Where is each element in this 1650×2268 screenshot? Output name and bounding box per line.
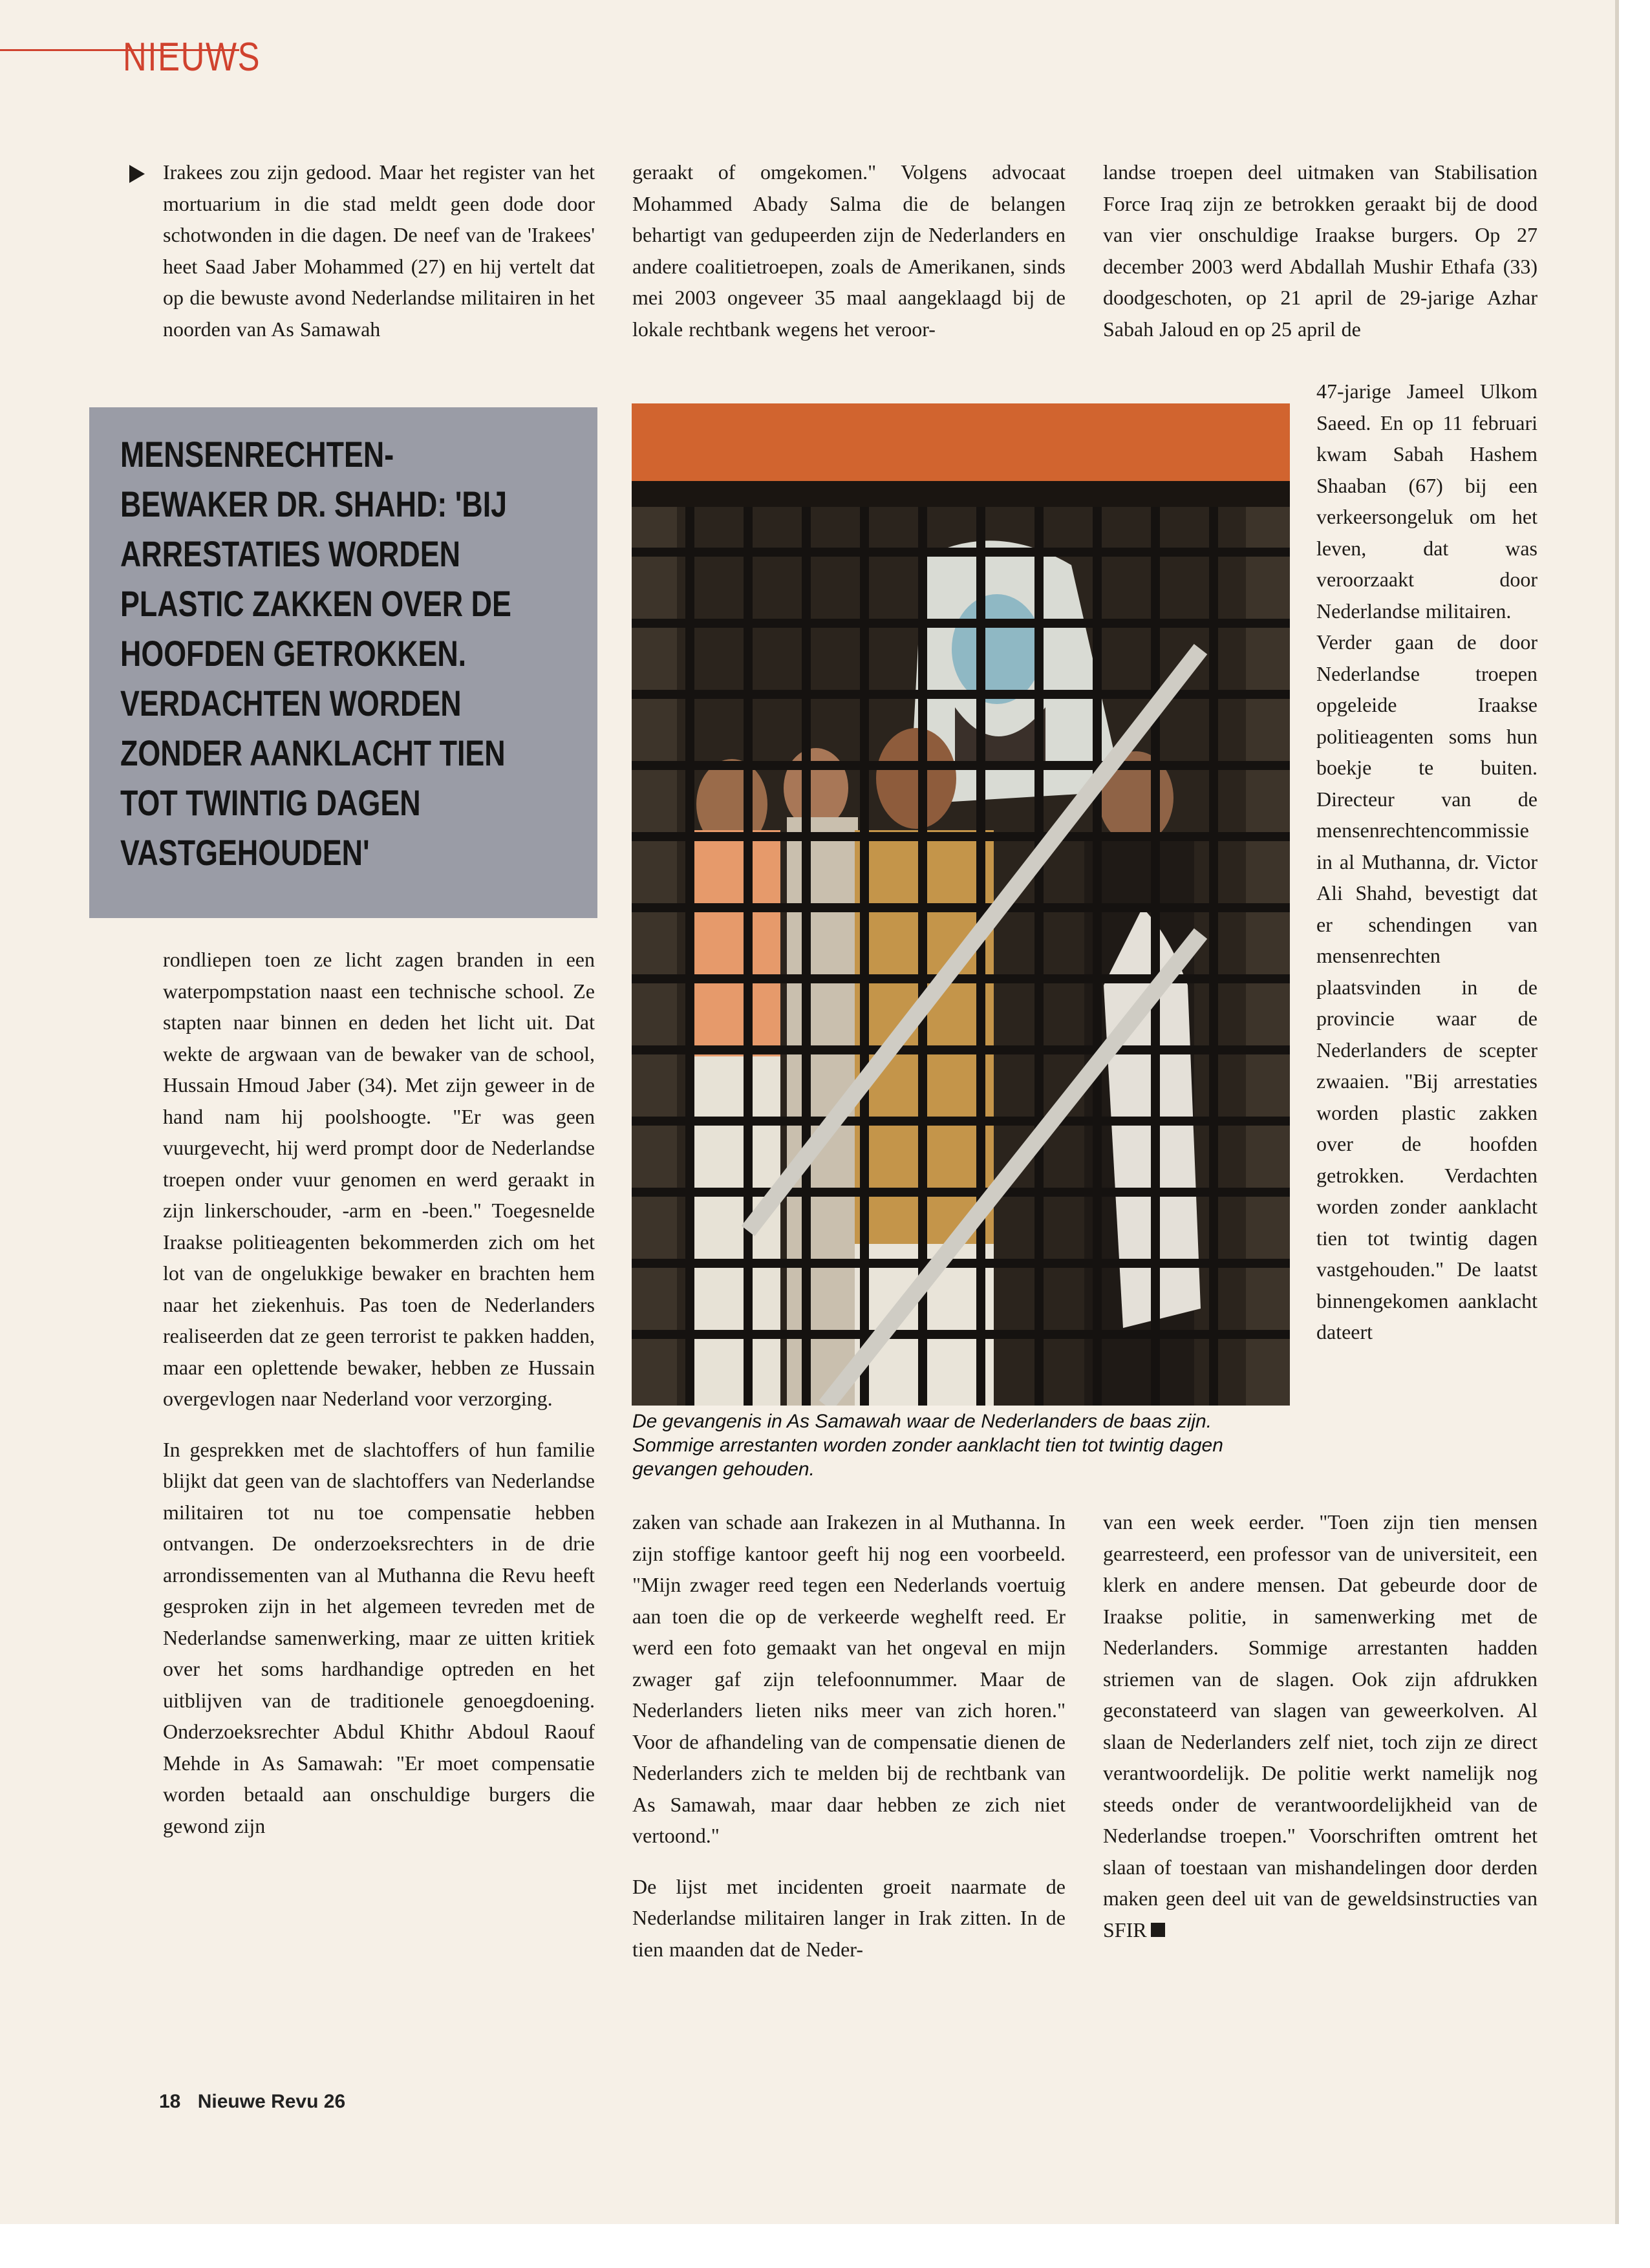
column-2-top <box>632 156 1066 345</box>
column-1-top <box>163 156 595 345</box>
paragraph-bullet-icon <box>129 165 145 183</box>
pull-quote-text: MENSENRECHTEN-BEWAKER DR. SHAHD: 'BIJ ARRESTATIES WORDEN PLASTIC ZAKKEN OVER DE HOOFDEN GETROKKEN. VERDACHTEN WORDEN ZONDER AANKLACHT TIEN TOT TWINTIG DAGEN VASTGEHOUDEN' <box>120 434 511 873</box>
magazine-issue: Nieuwe Revu 26 <box>197 2091 346 2112</box>
end-of-article-icon <box>1151 1923 1165 1937</box>
photo-caption: De gevangenis in As Samawah waar de Nederlanders de baas zijn. Sommige arrestanten worden zonder aanklacht tien tot twintig dagen gevangen gehouden. <box>632 1411 1223 1480</box>
column-2-bottom <box>632 1506 1066 1965</box>
scan-edge <box>1615 0 1619 2224</box>
article-paragraph-final <box>1103 1506 1538 1945</box>
article-paragraph: rondliepen toen ze licht zagen branden in een waterpompstation naast een technische school. Ze stapten naar binnen en deden het licht uit. Dat wekte de argwaan van de bewaker van de school, Hussain Hmoud Jaber (34). Met zijn geweer in de hand nam hij poolshoogte. "Er was geen vuurgevecht, hij werd prompt door de Nederlandse troepen onder vuur genomen en werd geraakt in zijn linkerschouder, -arm en -been." Toegesnelde Iraakse politieagenten bekommerden zich om het lot van de ongelukkige bewaker en brachten hem naar het ziekenhuis. Pas toen de Nederlanders realiseerden dat ze geen terrorist te pakken hadden, maar een oplettende bewaker, hebben ze Hussain overgevlogen naar Nederland voor verzorging. <box>163 948 595 1410</box>
column-1-bottom <box>163 944 595 1841</box>
page-footer <box>159 2091 357 2113</box>
article-final-text: van een week eerder. "Toen zijn tien mensen gearresteerd, een professor van de universiteit, een klerk en andere mensen. Dat gebeurde door de Iraakse politie, in samenwerking met de Nederlanders. Sommige arrestanten hadden striemen van de slagen. Ook zijn afdrukken geconstateerd van slagen van geweerkolven. Al slaan de Nederlanders zelf niet, toch zijn ze direct verantwoordelijk. De politie werkt namelijk nog steeds onder de verantwoordelijkheid van de Nederlandse troepen." Voorschriften omtrent het slaan of toestaan van mishandelingen door derden maken geen deel uit van de geweldsinstructies van SFIR <box>1103 1510 1538 1942</box>
column-3-top <box>1103 156 1538 345</box>
page-number: 18 <box>159 2091 181 2112</box>
prison-photo <box>632 403 1290 1406</box>
article-paragraph: 47-jarige Jameel Ulkom Saeed. En op 11 februari kwam Sabah Hashem Shaaban (67) bij een verkeersongeluk om het leven, dat was veroorzaakt door Nederlandse militairen. <box>1316 380 1538 623</box>
article-paragraph: Verder gaan de door Nederlandse troepen opgeleide Iraakse politieagenten soms hun boekje te buiten. Directeur van de mensenrechtencommissie in al Muthanna, dr. Victor Ali Shahd, bevestigt dat er schendingen van mensenrechten plaatsvinden in de provincie waar de Nederlanders de scepter zwaaien. "Bij arrestaties worden plastic zakken over de hoofden getrokken. Verdachten worden zonder aanklacht tien tot twintig dagen vastgehouden." De laatst binnengekomen aanklacht dateert <box>1316 630 1538 1343</box>
section-label: NIEUWS <box>123 35 261 80</box>
article-paragraph: zaken van schade aan Irakezen in al Muthanna. In zijn stoffige kantoor geeft hij nog een voorbeeld. "Mijn zwager reed tegen een Nederlands voertuig aan toen die op de verkeerde weghelft reed. Er werd een foto gemaakt van het ongeval en mijn zwager gaf zijn telefoonnummer. Maar de Nederlanders lieten niks meer van zich horen." Voor de afhandeling van de compensatie dienen de Nederlanders zich te melden bij de rechtbank van As Samawah, maar daar hebben ze zich niet vertoond." <box>632 1510 1066 1847</box>
column-3-bottom <box>1103 1506 1538 1945</box>
article-paragraph: In gesprekken met de slachtoffers of hun familie blijkt dat geen van de slachtoffers van Nederlandse militairen tot nu toe compensatie hebben ontvangen. De onderzoeksrechters in de drie arrondissementen van al Muthanna die Revu heeft gesproken zijn in het algemeen tevreden met de Nederlandse samenwerking, maar ze uitten kritiek over het soms hardhandige optreden en het uitblijven van de traditionele genoegdoening. Onderzoeksrechter Abdul Khithr Abdoul Raouf Mehde in As Samawah: "Er moet compensatie worden betaald aan onschuldige burgers die gewond zijn <box>163 1437 595 1837</box>
article-paragraph: De lijst met incidenten groeit naarmate de Nederlandse militairen langer in Irak zitten. In de tien maanden dat de Neder- <box>632 1874 1066 1961</box>
article-paragraph: geraakt of omgekomen." Volgens advocaat Mohammed Abady Salma die de belangen behartigt van gedupeerden zijn de Nederlanders en andere coalitietroepen, zoals de Amerikanen, sinds mei 2003 ongeveer 35 maal aangeklaagd bij de lokale rechtbank wegens het veroor- <box>632 160 1066 341</box>
column-3-narrow <box>1316 376 1538 1348</box>
prison-photo-illustration <box>632 403 1290 1406</box>
article-paragraph: Irakees zou zijn gedood. Maar het register van het mortuarium in die stad meldt geen dode door schotwonden in die dagen. De neef van de 'Irakees' heet Saad Jaber Mohammed (27) en hij vertelt dat op die bewuste avond Nederlandse militairen in het noorden van As Samawah <box>163 160 595 341</box>
pull-quote-box <box>89 407 597 918</box>
article-paragraph: landse troepen deel uitmaken van Stabilisation Force Iraq zijn ze betrokken geraakt bij de dood van vier onschuldige Iraakse burgers. Op 27 december 2003 werd Abdallah Mushir Ethafa (33) doodgeschoten, op 21 april de 29-jarige Azhar Sabah Jaloud en op 25 april de <box>1103 160 1538 341</box>
